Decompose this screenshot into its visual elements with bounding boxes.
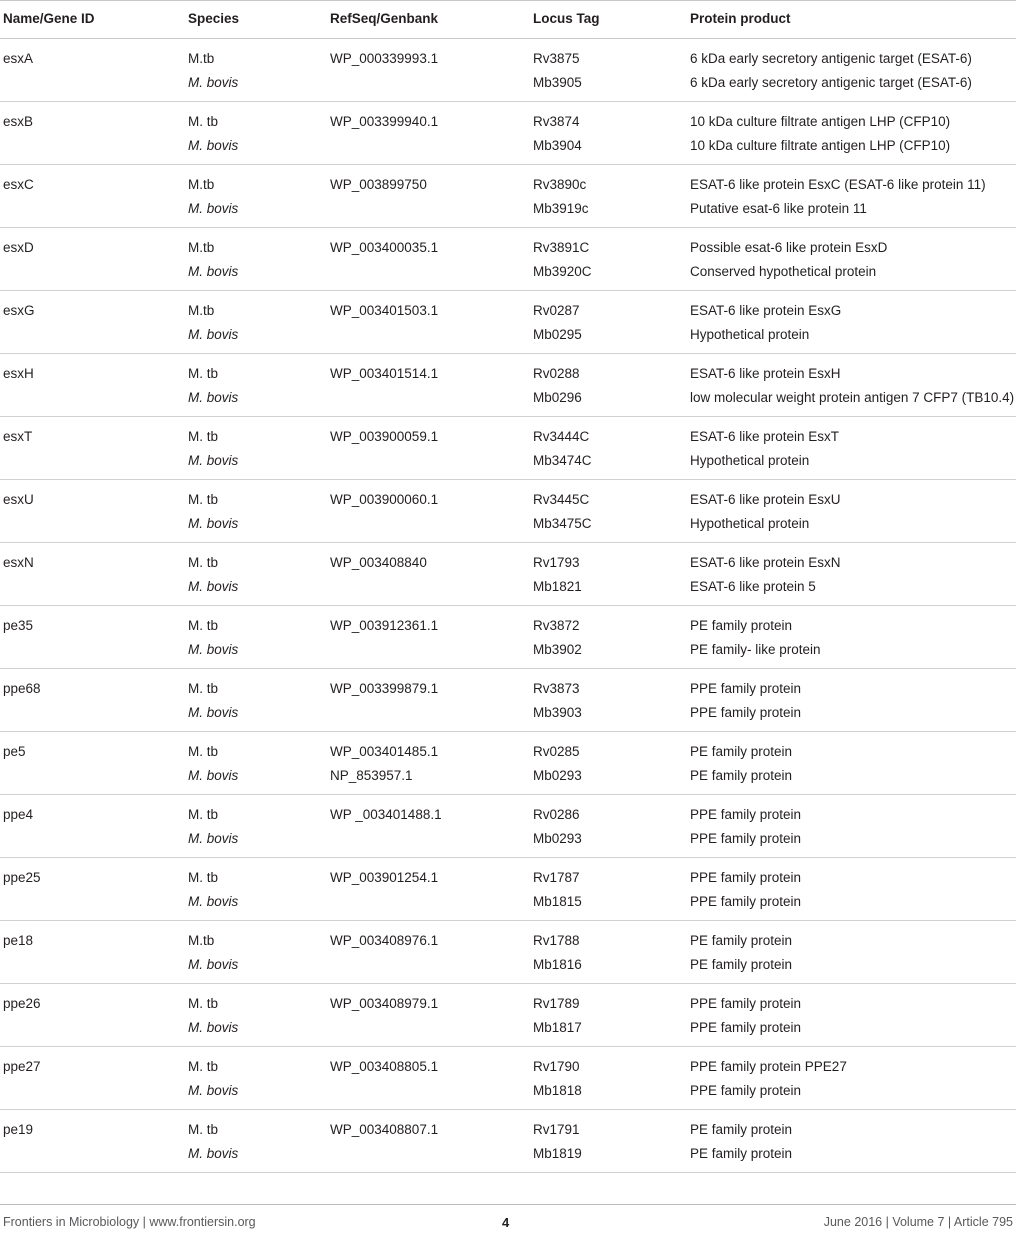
locus-tag-secondary: Mb3475C xyxy=(533,516,592,531)
locus-tag-secondary: Mb3919c xyxy=(533,201,589,216)
species-secondary: M. bovis xyxy=(188,894,239,909)
refseq-primary: WP _003401488.1 xyxy=(330,807,442,822)
refseq-primary: WP_003912361.1 xyxy=(330,618,439,633)
species-secondary: M. bovis xyxy=(188,264,239,279)
protein-product-secondary: Putative esat-6 like protein 11 xyxy=(690,201,867,216)
species-secondary: M. bovis xyxy=(188,327,239,342)
table-row xyxy=(0,1047,1016,1110)
refseq-primary: WP_003900060.1 xyxy=(330,492,439,507)
refseq-primary: WP_003408976.1 xyxy=(330,933,439,948)
protein-product-primary: PE family protein xyxy=(690,618,793,633)
refseq-secondary: NP_853957.1 xyxy=(330,768,413,783)
protein-product-primary: ESAT-6 like protein EsxG xyxy=(690,303,842,318)
protein-product-secondary: PE family protein xyxy=(690,768,793,783)
species-secondary: M. bovis xyxy=(188,138,239,153)
protein-product-secondary: low molecular weight protein antigen 7 CFP7 (TB10.4) xyxy=(690,390,1015,405)
species-secondary: M. bovis xyxy=(188,768,239,783)
locus-tag-primary: Rv1793 xyxy=(533,555,580,570)
protein-product-secondary: Hypothetical protein xyxy=(690,453,810,468)
refseq-primary: WP_003399940.1 xyxy=(330,114,439,129)
refseq-primary: WP_003408805.1 xyxy=(330,1059,439,1074)
species-primary: M. tb xyxy=(188,807,219,822)
species-primary: M. tb xyxy=(188,996,219,1011)
gene-id: esxH xyxy=(3,366,34,381)
protein-product-secondary: PE family protein xyxy=(690,1146,793,1161)
locus-tag-secondary: Mb0293 xyxy=(533,831,582,846)
footer-divider xyxy=(0,1204,1016,1205)
species-secondary: M. bovis xyxy=(188,705,239,720)
protein-product-secondary: PPE family protein xyxy=(690,894,802,909)
locus-tag-primary: Rv3445C xyxy=(533,492,590,507)
refseq-primary: WP_003408979.1 xyxy=(330,996,439,1011)
table-row xyxy=(0,102,1016,165)
gene-id: pe18 xyxy=(3,933,34,948)
header-locus-tag: Locus Tag xyxy=(533,11,600,26)
refseq-primary: WP_003401503.1 xyxy=(330,303,439,318)
table-row xyxy=(0,39,1016,102)
protein-product-primary: 6 kDa early secretory antigenic target (ESAT-6) xyxy=(690,51,972,66)
refseq-primary: WP_003408807.1 xyxy=(330,1122,439,1137)
gene-id: ppe27 xyxy=(3,1059,41,1074)
footer-journal: Frontiers in Microbiology | www.frontiersin.org xyxy=(3,1215,256,1229)
locus-tag-primary: Rv3873 xyxy=(533,681,580,696)
gene-id: ppe4 xyxy=(3,807,34,822)
locus-tag-primary: Rv0285 xyxy=(533,744,580,759)
locus-tag-primary: Rv1787 xyxy=(533,870,580,885)
header-protein-product: Protein product xyxy=(690,11,791,26)
gene-id: esxB xyxy=(3,114,34,129)
table-row xyxy=(0,984,1016,1047)
species-primary: M. tb xyxy=(188,492,219,507)
species-primary: M. tb xyxy=(188,870,219,885)
locus-tag-primary: Rv0288 xyxy=(533,366,580,381)
protein-product-primary: PPE family protein PPE27 xyxy=(690,1059,847,1074)
locus-tag-primary: Rv1790 xyxy=(533,1059,580,1074)
table-row xyxy=(0,669,1016,732)
locus-tag-secondary: Mb0295 xyxy=(533,327,582,342)
species-primary: M.tb xyxy=(188,303,215,318)
locus-tag-secondary: Mb0296 xyxy=(533,390,582,405)
protein-product-secondary: 6 kDa early secretory antigenic target (ESAT-6) xyxy=(690,75,972,90)
locus-tag-primary: Rv0287 xyxy=(533,303,580,318)
locus-tag-primary: Rv3875 xyxy=(533,51,580,66)
refseq-primary: WP_003899750 xyxy=(330,177,427,192)
protein-product-primary: ESAT-6 like protein EsxC (ESAT-6 like protein 11) xyxy=(690,177,986,192)
table-row xyxy=(0,291,1016,354)
species-primary: M. tb xyxy=(188,366,219,381)
protein-product-secondary: PE family protein xyxy=(690,957,793,972)
protein-product-secondary: PE family- like protein xyxy=(690,642,821,657)
species-primary: M. tb xyxy=(188,429,219,444)
gene-id: pe35 xyxy=(3,618,34,633)
gene-id: ppe25 xyxy=(3,870,41,885)
protein-product-secondary: Hypothetical protein xyxy=(690,327,810,342)
table-row xyxy=(0,543,1016,606)
table-row xyxy=(0,921,1016,984)
refseq-primary: WP_000339993.1 xyxy=(330,51,439,66)
species-primary: M. tb xyxy=(188,744,219,759)
species-secondary: M. bovis xyxy=(188,642,239,657)
protein-product-secondary: ESAT-6 like protein 5 xyxy=(690,579,816,594)
refseq-primary: WP_003408840 xyxy=(330,555,427,570)
species-secondary: M. bovis xyxy=(188,1083,239,1098)
species-secondary: M. bovis xyxy=(188,579,239,594)
locus-tag-primary: Rv1788 xyxy=(533,933,580,948)
table-row xyxy=(0,354,1016,417)
protein-product-secondary: PPE family protein xyxy=(690,1083,802,1098)
refseq-primary: WP_003900059.1 xyxy=(330,429,439,444)
protein-product-secondary: PPE family protein xyxy=(690,1020,802,1035)
locus-tag-secondary: Mb0293 xyxy=(533,768,582,783)
species-secondary: M. bovis xyxy=(188,516,239,531)
species-primary: M. tb xyxy=(188,618,219,633)
table-row xyxy=(0,795,1016,858)
gene-id: ppe68 xyxy=(3,681,41,696)
gene-id: ppe26 xyxy=(3,996,41,1011)
protein-product-primary: Possible esat-6 like protein EsxD xyxy=(690,240,888,255)
locus-tag-primary: Rv3891C xyxy=(533,240,590,255)
gene-id: esxG xyxy=(3,303,35,318)
protein-product-primary: 10 kDa culture filtrate antigen LHP (CFP10) xyxy=(690,114,951,129)
refseq-primary: WP_003401514.1 xyxy=(330,366,439,381)
header-refseq-genbank: RefSeq/Genbank xyxy=(330,11,439,26)
gene-id: esxA xyxy=(3,51,34,66)
protein-product-secondary: Hypothetical protein xyxy=(690,516,810,531)
protein-product-primary: PE family protein xyxy=(690,744,793,759)
species-primary: M.tb xyxy=(188,177,215,192)
protein-product-primary: PE family protein xyxy=(690,933,793,948)
locus-tag-secondary: Mb3905 xyxy=(533,75,582,90)
locus-tag-secondary: Mb3903 xyxy=(533,705,582,720)
locus-tag-secondary: Mb1817 xyxy=(533,1020,582,1035)
locus-tag-secondary: Mb3902 xyxy=(533,642,582,657)
species-primary: M. tb xyxy=(188,1059,219,1074)
species-secondary: M. bovis xyxy=(188,75,239,90)
protein-product-primary: PPE family protein xyxy=(690,681,802,696)
species-secondary: M. bovis xyxy=(188,453,239,468)
header-species: Species xyxy=(188,11,240,26)
species-primary: M. tb xyxy=(188,114,219,129)
gene-id: esxC xyxy=(3,177,34,192)
species-secondary: M. bovis xyxy=(188,1020,239,1035)
protein-product-primary: ESAT-6 like protein EsxN xyxy=(690,555,841,570)
table-row xyxy=(0,858,1016,921)
protein-product-secondary: PPE family protein xyxy=(690,831,802,846)
protein-product-primary: PE family protein xyxy=(690,1122,793,1137)
locus-tag-secondary: Mb3904 xyxy=(533,138,582,153)
refseq-primary: WP_003901254.1 xyxy=(330,870,439,885)
locus-tag-secondary: Mb1816 xyxy=(533,957,582,972)
locus-tag-secondary: Mb3920C xyxy=(533,264,592,279)
table-row xyxy=(0,1110,1016,1173)
gene-id: esxU xyxy=(3,492,34,507)
table-row xyxy=(0,732,1016,795)
protein-product-secondary: 10 kDa culture filtrate antigen LHP (CFP10) xyxy=(690,138,951,153)
gene-id: esxN xyxy=(3,555,34,570)
header-name-gene-id: Name/Gene ID xyxy=(3,11,95,26)
species-secondary: M. bovis xyxy=(188,831,239,846)
table-row xyxy=(0,228,1016,291)
species-primary: M. tb xyxy=(188,1122,219,1137)
protein-product-primary: ESAT-6 like protein EsxH xyxy=(690,366,841,381)
protein-product-primary: PPE family protein xyxy=(690,807,802,822)
species-primary: M. tb xyxy=(188,555,219,570)
gene-id: pe19 xyxy=(3,1122,34,1137)
species-primary: M.tb xyxy=(188,51,215,66)
locus-tag-secondary: Mb3474C xyxy=(533,453,592,468)
locus-tag-primary: Rv3872 xyxy=(533,618,580,633)
protein-product-primary: PPE family protein xyxy=(690,870,802,885)
table-row xyxy=(0,480,1016,543)
table-row xyxy=(0,606,1016,669)
species-secondary: M. bovis xyxy=(188,390,239,405)
gene-id: pe5 xyxy=(3,744,26,759)
protein-product-primary: ESAT-6 like protein EsxU xyxy=(690,492,841,507)
locus-tag-primary: Rv3890c xyxy=(533,177,587,192)
refseq-primary: WP_003401485.1 xyxy=(330,744,439,759)
gene-id: esxD xyxy=(3,240,34,255)
locus-tag-primary: Rv0286 xyxy=(533,807,580,822)
locus-tag-primary: Rv1791 xyxy=(533,1122,580,1137)
page-number: 4 xyxy=(502,1215,510,1230)
protein-product-secondary: Conserved hypothetical protein xyxy=(690,264,877,279)
table-row xyxy=(0,165,1016,228)
locus-tag-secondary: Mb1821 xyxy=(533,579,582,594)
species-primary: M.tb xyxy=(188,240,215,255)
species-secondary: M. bovis xyxy=(188,957,239,972)
locus-tag-secondary: Mb1818 xyxy=(533,1083,582,1098)
locus-tag-primary: Rv3874 xyxy=(533,114,580,129)
refseq-primary: WP_003399879.1 xyxy=(330,681,439,696)
refseq-primary: WP_003400035.1 xyxy=(330,240,439,255)
locus-tag-primary: Rv1789 xyxy=(533,996,580,1011)
footer-issue: June 2016 | Volume 7 | Article 795 xyxy=(823,1215,1013,1229)
species-primary: M.tb xyxy=(188,933,215,948)
protein-product-secondary: PPE family protein xyxy=(690,705,802,720)
species-secondary: M. bovis xyxy=(188,1146,239,1161)
locus-tag-secondary: Mb1815 xyxy=(533,894,582,909)
species-secondary: M. bovis xyxy=(188,201,239,216)
protein-product-primary: PPE family protein xyxy=(690,996,802,1011)
locus-tag-primary: Rv3444C xyxy=(533,429,590,444)
table-row xyxy=(0,417,1016,480)
gene-id: esxT xyxy=(3,429,33,444)
protein-product-primary: ESAT-6 like protein EsxT xyxy=(690,429,840,444)
species-primary: M. tb xyxy=(188,681,219,696)
table-header xyxy=(0,0,1016,39)
locus-tag-secondary: Mb1819 xyxy=(533,1146,582,1161)
